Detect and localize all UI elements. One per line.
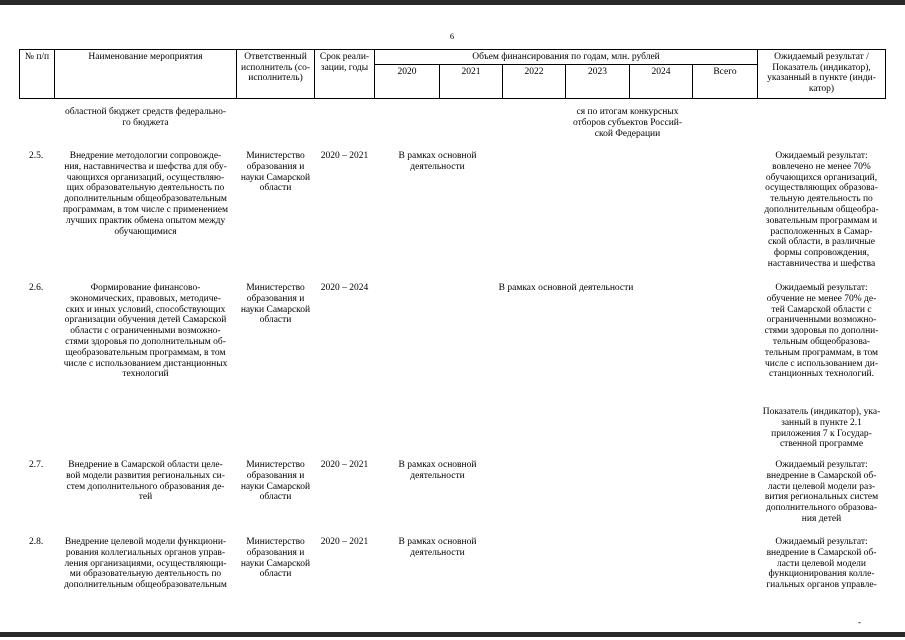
header-year-2020: 2020 bbox=[397, 67, 417, 77]
row-term: 2020 – 2021 bbox=[320, 537, 369, 547]
row-finance: В рамках основной деятельности bbox=[398, 460, 477, 481]
header-year-2021: 2021 bbox=[461, 67, 481, 77]
continuation-name: областной бюджет средств федерально- го бюджета bbox=[65, 107, 226, 128]
row-finance: В рамках основной деятельности bbox=[398, 151, 477, 172]
row-result: Ожидаемый результат: внедрение в Самарской об- ласти целевой модели функционирования колле- гиальных органов управле- bbox=[766, 537, 877, 591]
bottom-border bbox=[0, 632, 905, 637]
row-indicator: Показатель (индикатор), ука- занный в пункте 2.1 приложения 7 к Государ- ственной программе bbox=[762, 407, 881, 450]
header-year-2022: 2022 bbox=[524, 67, 544, 77]
row-responsible: Министерство образования и науки Самарской области bbox=[240, 151, 311, 194]
row-responsible: Министерство образования и науки Самарской области bbox=[240, 460, 311, 503]
header-num: № п/п bbox=[24, 52, 50, 62]
header-finance: Объем финансирования по годам, млн. рублей bbox=[472, 52, 660, 62]
header-term: Срок реали- зации, годы bbox=[319, 52, 370, 73]
row-name: Формирование финансово- экономических, правовых, методиче- ских и иных условий, способствующих организации обучения детей Самарской области с ограниченными возможно- стями здоровья по дополнительным об- щеобразовательным программам, в том числе с использованием дистанционных технологий bbox=[63, 283, 228, 380]
header-year-2024: 2024 bbox=[651, 67, 671, 77]
row-responsible: Министерство образования и науки Самарской области bbox=[240, 537, 311, 580]
continuation-finance: ся по итогам конкурсных отборов субъектов Россий- ской Федерации bbox=[572, 107, 683, 139]
row-number: 2.6. bbox=[29, 283, 44, 293]
row-result: Ожидаемый результат: обучение не менее 70% де- тей Самарской области с ограниченными возможно- стями здоровья по дополни- тельным общеобразова- тельным программам, в том числе с использованием ди- станционных технологий. bbox=[764, 283, 879, 380]
row-name: Внедрение методологии сопровожде- ния, наставничества и шефства для обу- чающихся организаций, осуществляю- щих образовательную деятельность по дополнительным общеобразовательным программам, в том числе с применением лучших практик обмена опытом между обучающимися bbox=[62, 151, 229, 237]
header-total: Всего bbox=[713, 67, 737, 77]
row-result: Ожидаемый результат: вовлечено не менее 70% обучающихся организаций, осуществляющих образова- тельную деятельность по дополнительным общеобра- зовательным программам и расположенных в Самар- ской области, в различные формы сопровождения, наставничества и шефства bbox=[764, 151, 879, 269]
header-name: Наименование мероприятия bbox=[88, 52, 203, 62]
row-term: 2020 – 2021 bbox=[320, 151, 369, 161]
row-finance: В рамках основной деятельности bbox=[398, 537, 477, 558]
row-number: 2.7. bbox=[29, 460, 44, 470]
row-responsible: Министерство образования и науки Самарской области bbox=[240, 283, 311, 326]
header-responsible: Ответственный исполнитель (со- исполнитель) bbox=[240, 52, 311, 83]
row-number: 2.8. bbox=[29, 537, 44, 547]
footer-mark: - bbox=[858, 617, 861, 627]
page-number: 6 bbox=[449, 31, 455, 41]
row-name: Внедрение в Самарской области целе- вой модели развития региональных си- стем дополнительного образования де- тей bbox=[66, 460, 225, 503]
row-term: 2020 – 2024 bbox=[320, 283, 369, 293]
row-term: 2020 – 2021 bbox=[320, 460, 369, 470]
row-finance: В рамках основной деятельности bbox=[498, 283, 634, 293]
header-result: Ожидаемый результат / Показатель (индикатор), указанный в пункте (инди- катор) bbox=[767, 52, 876, 94]
row-result: Ожидаемый результат: внедрение в Самарской об- ласти целевой модели раз- вития региональных систем дополнительного образова- ния детей bbox=[764, 460, 879, 524]
top-border bbox=[0, 0, 905, 5]
header-year-2023: 2023 bbox=[588, 67, 607, 77]
row-number: 2.5. bbox=[29, 151, 44, 161]
row-name: Внедрение целевой модели функциони- рования коллегиальных органов управ- ления организациями, осуществляющи- ми образовательную деятельность по дополнительным общеобразовательным bbox=[64, 537, 227, 591]
